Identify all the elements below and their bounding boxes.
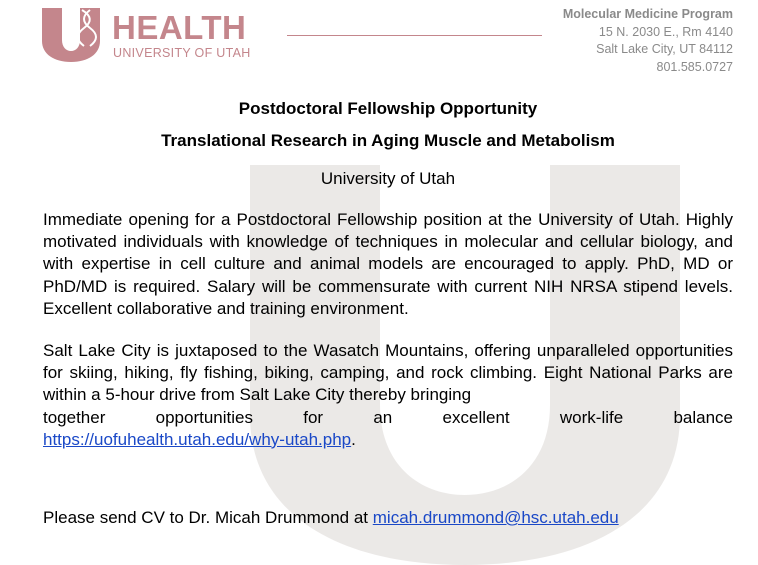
program-address-block: [563, 6, 733, 76]
location-paragraph-text: Salt Lake City is juxtaposed to the Wasatch Mountains, offering unparalleled opportunities for skiing, hiking, fly fishing, biking, camping, and rock climbing. Eight National Parks are within a 5-hour drive from Salt Lake City thereby bringing: [43, 341, 733, 405]
contact-text: Please send CV to Dr. Micah Drummond at: [43, 508, 373, 528]
position-description-paragraph: Immediate opening for a Postdoctoral Fellowship position at the University of Utah. Highly motivated individuals with knowledge of techniques in molecular and cellular biology, and with expertise in cell culture and animal models are encouraged to apply. PhD, MD or PhD/MD is required. Salary will be commensurate with current NIH NRSA stipend levels. Excellent collaborative and training environment.: [43, 210, 733, 318]
location-paragraph: [43, 340, 733, 451]
institution-name: University of Utah: [320, 169, 456, 188]
phone-number: 801.585.0727: [656, 59, 733, 74]
location-link-line: [43, 429, 733, 451]
contact-paragraph: [43, 507, 733, 529]
document-subtitle: Translational Research in Aging Muscle and Metabolism: [161, 131, 615, 150]
block-u-icon: [42, 8, 100, 62]
header-divider: [287, 35, 542, 36]
logo-university-text: UNIVERSITY OF UTAH: [113, 46, 251, 60]
logo-health-text: HEALTH: [112, 9, 247, 46]
address-line-1: 15 N. 2030 E., Rm 4140: [598, 24, 733, 39]
document-title: Postdoctoral Fellowship Opportunity: [238, 99, 538, 118]
address-line-2: Salt Lake City, UT 84112: [596, 42, 733, 56]
program-name: Molecular Medicine Program: [562, 7, 733, 21]
why-utah-link[interactable]: https://uofuhealth.utah.edu/why-utah.php: [43, 429, 352, 449]
university-health-logo[interactable]: [42, 8, 262, 64]
contact-email-link[interactable]: micah.drummond@hsc.utah.edu: [372, 508, 619, 528]
period: .: [351, 429, 356, 449]
letter-body: [43, 98, 733, 529]
location-paragraph-last-line: together opportunities for an excellent work-life balance: [43, 407, 733, 427]
